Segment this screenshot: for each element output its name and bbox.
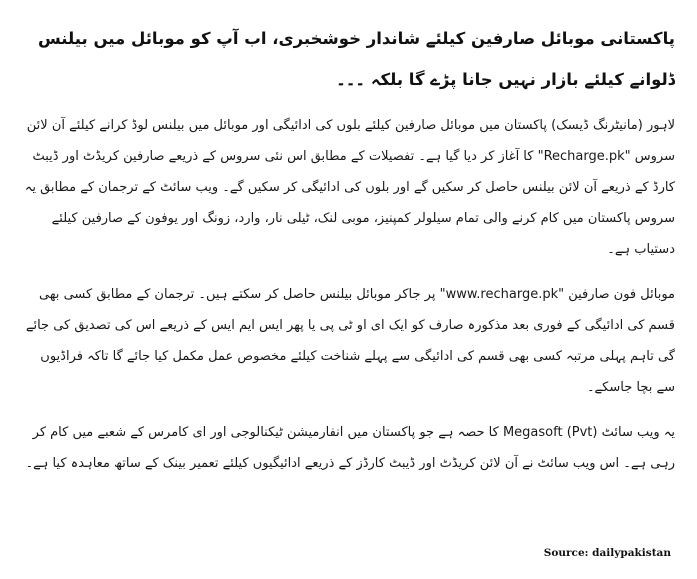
article-paragraph-2: موبائل فون صارفین "www.recharge.pk" پر جاکر موبائل بیلنس حاصل کر سکتے ہیں۔ ترجمان کے مطابق کسی بھی قسم کی ادائیگی کے فوری بعد مذکورہ صارف کو ایک ای او ٹی پی یا پھر ایس ایم ایس کے ذریعے اس کی تصدیق کی جائے گی تاہم پہلی مرتبہ کسی بھی قسم کی ادائیگی سے پہلے شناخت کیلئے مخصوص عمل مکمل کیا جائے گا تاکہ فراڈیوں سے بچا جاسکے۔	[25, 287, 675, 395]
article-paragraph-3: یہ ویب سائٹ Megasoft (Pvt) کا حصہ ہے جو پاکستان میں انفارمیشن ٹیکنالوجی اور ای کامرس کے شعبے میں کام کر رہی ہے۔ اس ویب سائٹ نے آن لائن کریڈٹ اور ڈیبٹ کارڈز کے ذریعے ادائیگیوں کیلئے تعمیر بینک کے ساتھ معاہدہ کیا ہے۔	[25, 425, 675, 471]
source-credit: Source: dailypakistan	[543, 547, 671, 559]
article-headline: پاکستانی موبائل صارفین کیلئے شاندار خوشخبری، اب آپ کو موبائل میں بیلنس ڈلوانے کیلئے بازار نہیں جانا پڑے گا بلکہ ۔۔۔	[37, 29, 675, 89]
article-paragraph-1: لاہور (مانیٹرنگ ڈیسک) پاکستان میں موبائل صارفین کیلئے بلوں کی ادائیگی اور موبائل میں بیلنس لوڈ کرانے کیلئے آن لائن سروس "Recharge.pk" کا آغاز کر دیا گیا ہے۔ تفصیلات کے مطابق اس نئی سروس کے ذریعے صارفین کریڈٹ اور ڈیبٹ کارڈ کے ذریعے آن لائن بیلنس حاصل کر سکیں گے اور بلوں کی ادائیگی کر سکیں گے۔ ویب سائٹ کے ترجمان کے مطابق یہ سروس پاکستان میں کام کرنے والی تمام سیلولر کمپنیز، موبی لنک، ٹیلی نار، وارد، زونگ اور یوفون کے صارفین کیلئے دستیاب ہے۔	[24, 118, 675, 257]
